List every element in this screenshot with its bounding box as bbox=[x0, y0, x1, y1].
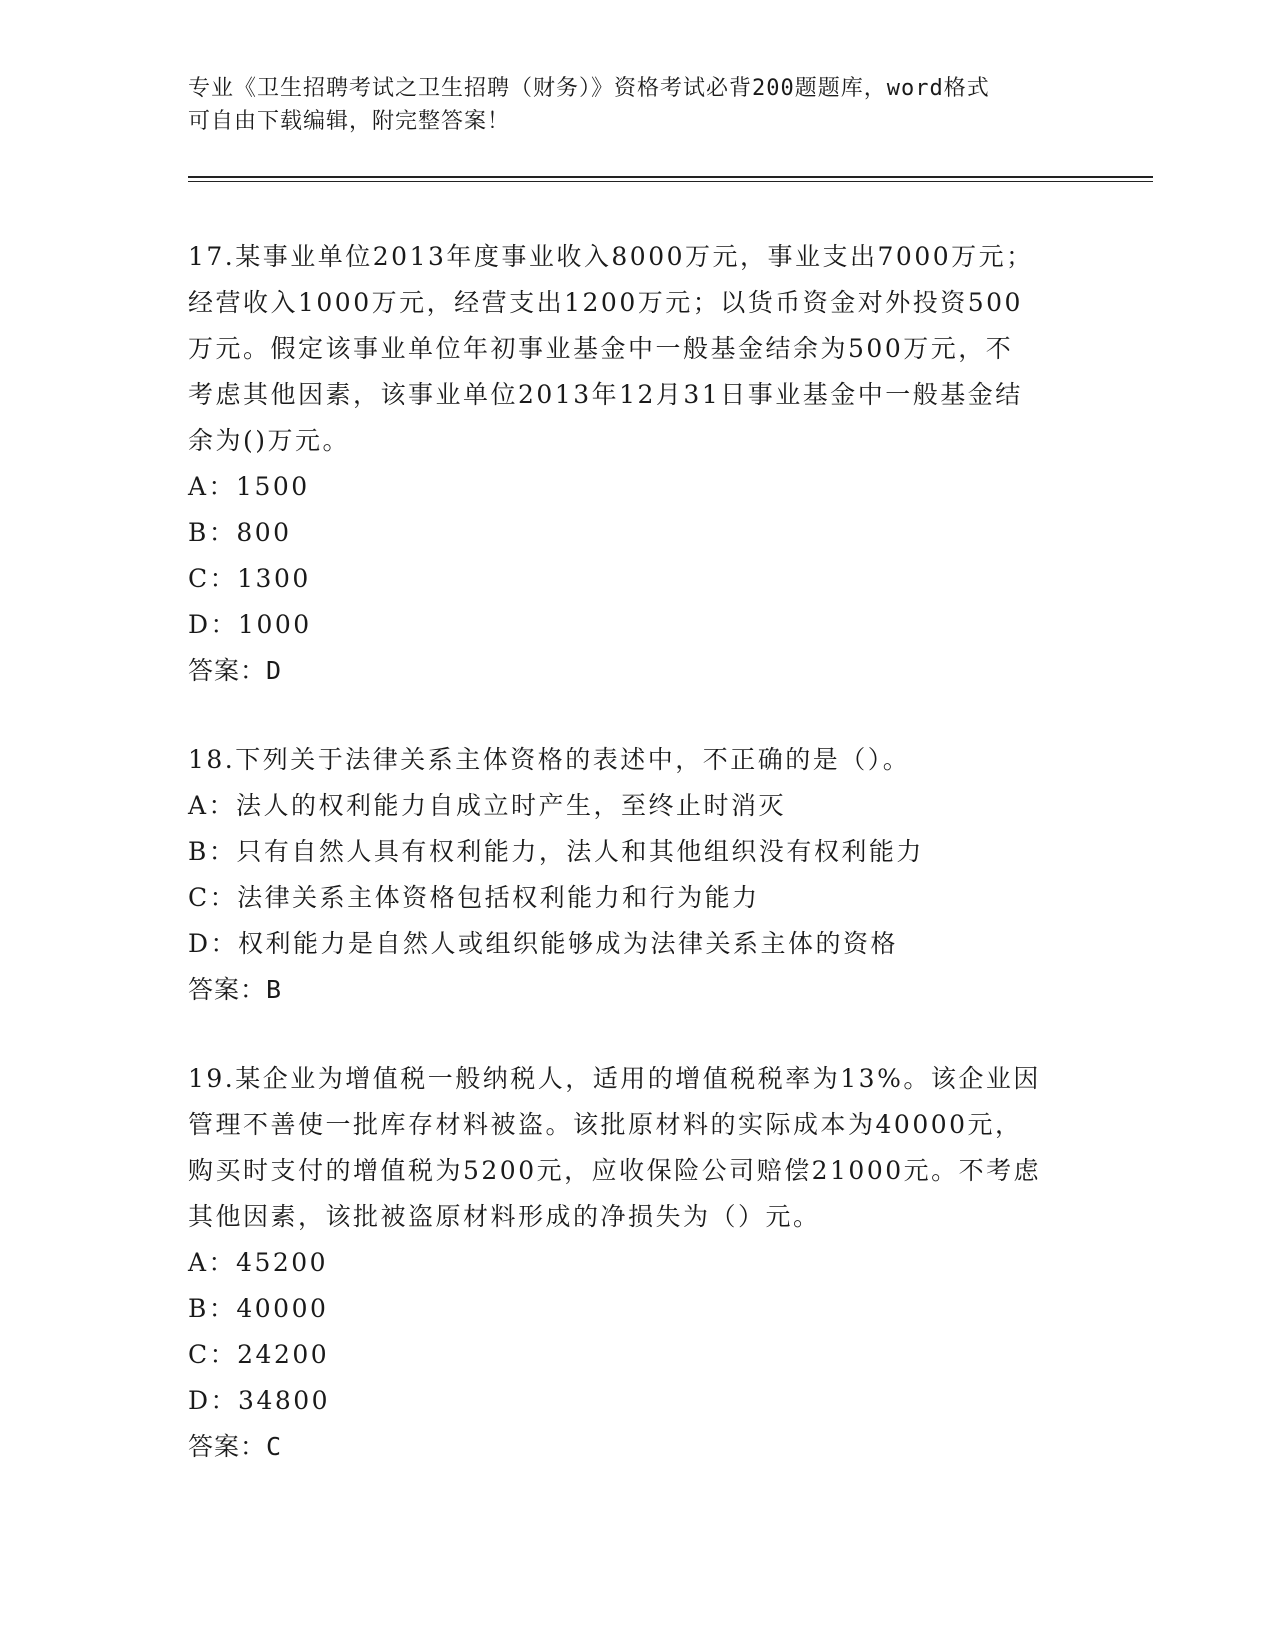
option-a: A：1500 bbox=[188, 472, 310, 501]
header-line-2: 可自由下载编辑，附完整答案！ bbox=[188, 109, 511, 134]
option-b: B：800 bbox=[188, 518, 292, 547]
option-d: D：权利能力是自然人或组织能够成为法律关系主体的资格 bbox=[188, 929, 899, 958]
question-17 bbox=[188, 234, 1088, 694]
option-a: A：法人的权利能力自成立时产生，至终止时消灭 bbox=[188, 791, 787, 820]
question-19 bbox=[188, 1056, 1088, 1470]
question-stem-line: 经营收入1000万元，经营支出1200万元；以货币资金对外投资500 bbox=[188, 288, 1023, 317]
answer-line: 答案：C bbox=[188, 1432, 283, 1461]
question-stem-line: 19.某企业为增值税一般纳税人，适用的增值税税率为13%。该企业因 bbox=[188, 1064, 1041, 1093]
header-divider-bottom bbox=[188, 181, 1153, 182]
question-stem-line: 18.下列关于法律关系主体资格的表述中，不正确的是（）。 bbox=[188, 745, 911, 774]
header-line-1: 专业《卫生招聘考试之卫生招聘（财务）》资格考试必背200题题库，word格式 bbox=[188, 76, 990, 101]
question-stem-line: 考虑其他因素，该事业单位2013年12月31日事业基金中一般基金结 bbox=[188, 380, 1023, 409]
answer-line: 答案：B bbox=[188, 975, 283, 1004]
option-b: B：只有自然人具有权利能力，法人和其他组织没有权利能力 bbox=[188, 837, 924, 866]
answer-line: 答案：D bbox=[188, 656, 283, 685]
option-d: D：1000 bbox=[188, 610, 312, 639]
document-header bbox=[188, 72, 1088, 138]
question-stem-line: 17.某事业单位2013年度事业收入8000万元，事业支出7000万元； bbox=[188, 242, 1034, 271]
option-c: C：24200 bbox=[188, 1340, 330, 1369]
question-stem-line: 购买时支付的增值税为5200元，应收保险公司赔偿21000元。不考虑 bbox=[188, 1156, 1042, 1185]
question-stem-line: 余为()万元。 bbox=[188, 426, 351, 455]
question-stem-line: 万元。假定该事业单位年初事业基金中一般基金结余为500万元，不 bbox=[188, 334, 1014, 363]
option-c: C：1300 bbox=[188, 564, 311, 593]
option-c: C：法律关系主体资格包括权利能力和行为能力 bbox=[188, 883, 760, 912]
question-18 bbox=[188, 737, 1088, 1013]
header-divider-top bbox=[188, 176, 1153, 178]
option-b: B：40000 bbox=[188, 1294, 329, 1323]
option-a: A：45200 bbox=[188, 1248, 329, 1277]
question-stem-line: 其他因素，该批被盗原材料形成的净损失为（）元。 bbox=[188, 1202, 821, 1231]
option-d: D：34800 bbox=[188, 1386, 331, 1415]
question-stem-line: 管理不善使一批库存材料被盗。该批原材料的实际成本为40000元， bbox=[188, 1110, 1023, 1139]
